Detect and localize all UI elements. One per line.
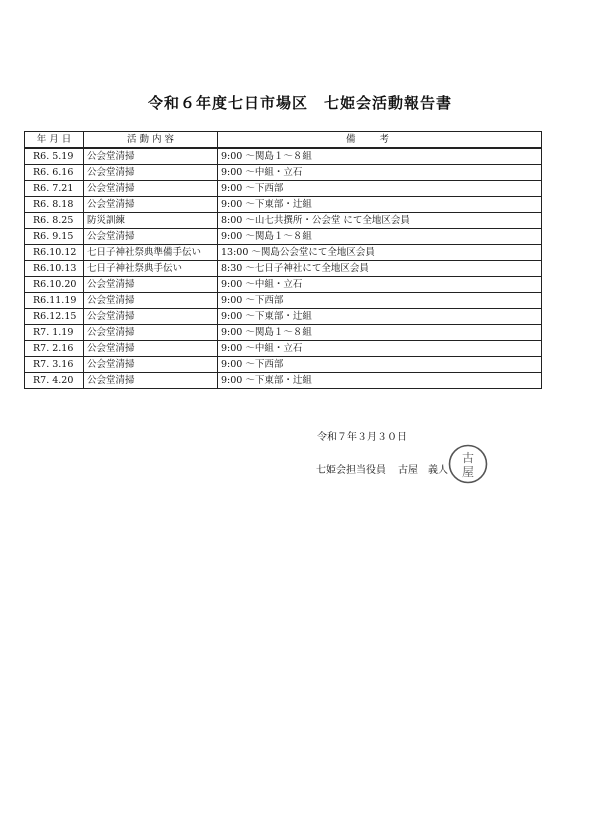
cell-remarks: 9:00 ～下東部・辻組	[218, 373, 542, 389]
table-row	[25, 325, 542, 341]
cell-remarks: 9:00 ～下西部	[218, 357, 542, 373]
cell-remarks: 9:00 ～下東部・辻組	[218, 197, 542, 213]
report-date: 令和７年３月３０日	[317, 432, 407, 443]
page-title: 令和６年度七日市場区 七姫会活動報告書	[147, 94, 452, 112]
cell-date: R6. 8.18	[25, 197, 84, 213]
header-remarks: 備考	[218, 132, 542, 149]
cell-activity: 公会堂清掃	[84, 197, 218, 213]
cell-activity: 公会堂清掃	[84, 309, 218, 325]
cell-date: R6.11.19	[25, 293, 84, 309]
cell-activity: 七日子神社祭典手伝い	[84, 261, 218, 277]
cell-date: R6.12.15	[25, 309, 84, 325]
cell-date: R6. 5.19	[25, 148, 84, 165]
cell-activity: 公会堂清掃	[84, 277, 218, 293]
cell-remarks: 9:00 ～下西部	[218, 181, 542, 197]
cell-remarks: 9:00 ～下西部	[218, 293, 542, 309]
cell-activity: 公会堂清掃	[84, 325, 218, 341]
cell-activity: 七日子神社祭典準備手伝い	[84, 245, 218, 261]
cell-remarks: 8:30 ～七日子神社にて全地区会員	[218, 261, 542, 277]
header-date: 年 月 日	[25, 132, 84, 149]
table-row	[25, 357, 542, 373]
table-row	[25, 181, 542, 197]
svg-text:屋: 屋	[461, 465, 475, 479]
cell-remarks: 9:00 ～中組・立石	[218, 341, 542, 357]
table-row	[25, 341, 542, 357]
table-row	[25, 373, 542, 389]
svg-text:古: 古	[461, 451, 475, 465]
cell-date: R6. 8.25	[25, 213, 84, 229]
table-row	[25, 245, 542, 261]
table-row	[25, 229, 542, 245]
cell-date: R6.10.13	[25, 261, 84, 277]
personal-seal-stamp	[447, 443, 489, 485]
cell-date: R6. 7.21	[25, 181, 84, 197]
cell-activity: 公会堂清掃	[84, 357, 218, 373]
cell-remarks: 9:00 ～中組・立石	[218, 165, 542, 181]
cell-activity: 公会堂清掃	[84, 373, 218, 389]
cell-date: R7. 4.20	[25, 373, 84, 389]
cell-date: R6. 6.16	[25, 165, 84, 181]
cell-date: R7. 3.16	[25, 357, 84, 373]
cell-activity: 公会堂清掃	[84, 165, 218, 181]
cell-activity: 公会堂清掃	[84, 341, 218, 357]
table-row	[25, 197, 542, 213]
table-row	[25, 293, 542, 309]
cell-activity: 公会堂清掃	[84, 181, 218, 197]
cell-remarks: 8:00 ～山七共撰所・公会堂 にて全地区会員	[218, 213, 542, 229]
cell-activity: 公会堂清掃	[84, 229, 218, 245]
table-row	[25, 148, 542, 165]
cell-remarks: 9:00 ～中組・立石	[218, 277, 542, 293]
cell-remarks: 9:00 ～関島１～８組	[218, 229, 542, 245]
cell-remarks: 9:00 ～関島１～８組	[218, 325, 542, 341]
table-row	[25, 261, 542, 277]
cell-remarks: 9:00 ～関島１～８組	[218, 148, 542, 165]
cell-activity: 公会堂清掃	[84, 293, 218, 309]
cell-date: R6.10.20	[25, 277, 84, 293]
cell-remarks: 9:00 ～下東部・辻組	[218, 309, 542, 325]
officer-role: 七姫会担当役員	[316, 465, 386, 476]
cell-date: R7. 1.19	[25, 325, 84, 341]
table-row	[25, 277, 542, 293]
activity-table	[24, 131, 542, 389]
header-activity: 活 動 内 容	[84, 132, 218, 149]
cell-date: R6.10.12	[25, 245, 84, 261]
cell-activity: 防災訓練	[84, 213, 218, 229]
officer-name: 古屋 義人	[398, 465, 448, 476]
table-header-row	[25, 132, 542, 149]
table-body	[25, 148, 542, 389]
table-row	[25, 309, 542, 325]
table-row	[25, 213, 542, 229]
cell-date: R7. 2.16	[25, 341, 84, 357]
table-row	[25, 165, 542, 181]
cell-activity: 公会堂清掃	[84, 148, 218, 165]
cell-remarks: 13:00 ～関島公会堂にて全地区会員	[218, 245, 542, 261]
cell-date: R6. 9.15	[25, 229, 84, 245]
